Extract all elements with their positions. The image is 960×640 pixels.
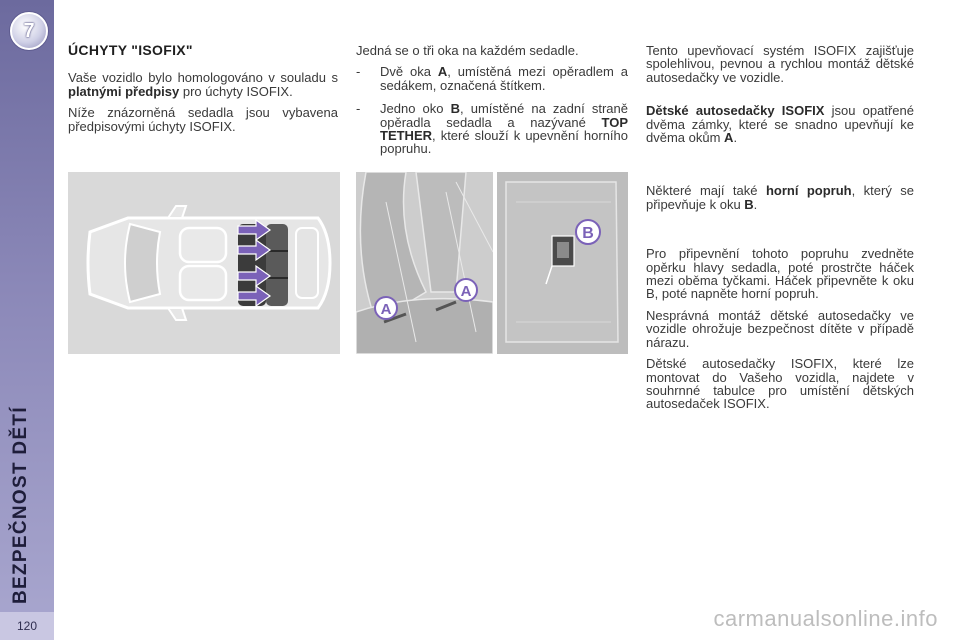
paragraph-seats-equipped: Níže znázorněná sedadla jsou vybavena předpisovými úchyty ISOFIX. — [68, 105, 338, 134]
paragraph-isofix-seats: Dětské autosedačky ISOFIX jsou opatřené dvěma zámky, které se snadno upevňují ke dvěma okům A. — [646, 103, 914, 146]
chapter-title: BEZPEČNOST DĚTÍ — [10, 406, 31, 604]
column-left — [68, 44, 338, 141]
bullet-rings-a: - Dvě oka A, umístěná mezi opěradlem a sedákem, označená štítkem. — [356, 64, 628, 93]
bullet-ring-b: - Jedno oko B, umístěné na zadní straně opěradla sedadla a nazývané TOP TETHER, které slouží k upevnění horního popruhu. — [356, 101, 628, 157]
paragraph-attach-strap: Pro připevnění tohoto popruhu zvedněte opěrku hlavy sedadla, poté prostrčte háček mezi oběma tyčkami. Háček připevněte k oku B, poté napněte horní popruh. — [646, 246, 914, 302]
chapter-number: 7 — [23, 19, 35, 42]
page-number: 120 — [0, 612, 54, 640]
paragraph-three-rings: Jedná se o tři oka na každém sedadle. — [356, 43, 579, 58]
paragraph-top-strap: Některé mají také horní popruh, který se připevňuje k oku B. — [646, 183, 914, 212]
section-heading: ÚCHYTY "ISOFIX" — [68, 42, 193, 58]
car-top-view-illustration — [68, 172, 340, 354]
column-right — [646, 44, 914, 419]
chapter-number-badge — [10, 12, 48, 50]
paragraph-system-reliable: Tento upevňovací systém ISOFIX zajišťuje spolehlivou, pevnou a rychlou montáž dětské autosedačky ve vozidle. — [646, 43, 914, 85]
paragraph-see-table: Dětské autosedačky ISOFIX, které lze montovat do Vašeho vozidla, najdete v souhrnné tabulce pro umístění dětských autosedaček ISOFIX. — [646, 356, 914, 412]
watermark: carmanualsonline.info — [713, 606, 938, 631]
label-b: B — [582, 225, 594, 242]
isofix-anchors-illustration — [356, 172, 628, 354]
label-a-right: A — [460, 283, 472, 300]
figure-isofix-anchors — [356, 172, 628, 354]
figure-car-top-view — [68, 172, 340, 354]
paragraph-warning: Nesprávná montáž dětské autosedačky ve vozidle ohrožuje bezpečnost dítěte v případě nárazu. — [646, 307, 914, 350]
paragraph-homologation: Vaše vozidlo bylo homologováno v souladu s platnými předpisy pro úchyty ISOFIX. — [68, 70, 338, 99]
chapter-sidebar — [0, 0, 54, 640]
column-middle — [356, 44, 628, 166]
label-a-left: A — [380, 301, 392, 318]
